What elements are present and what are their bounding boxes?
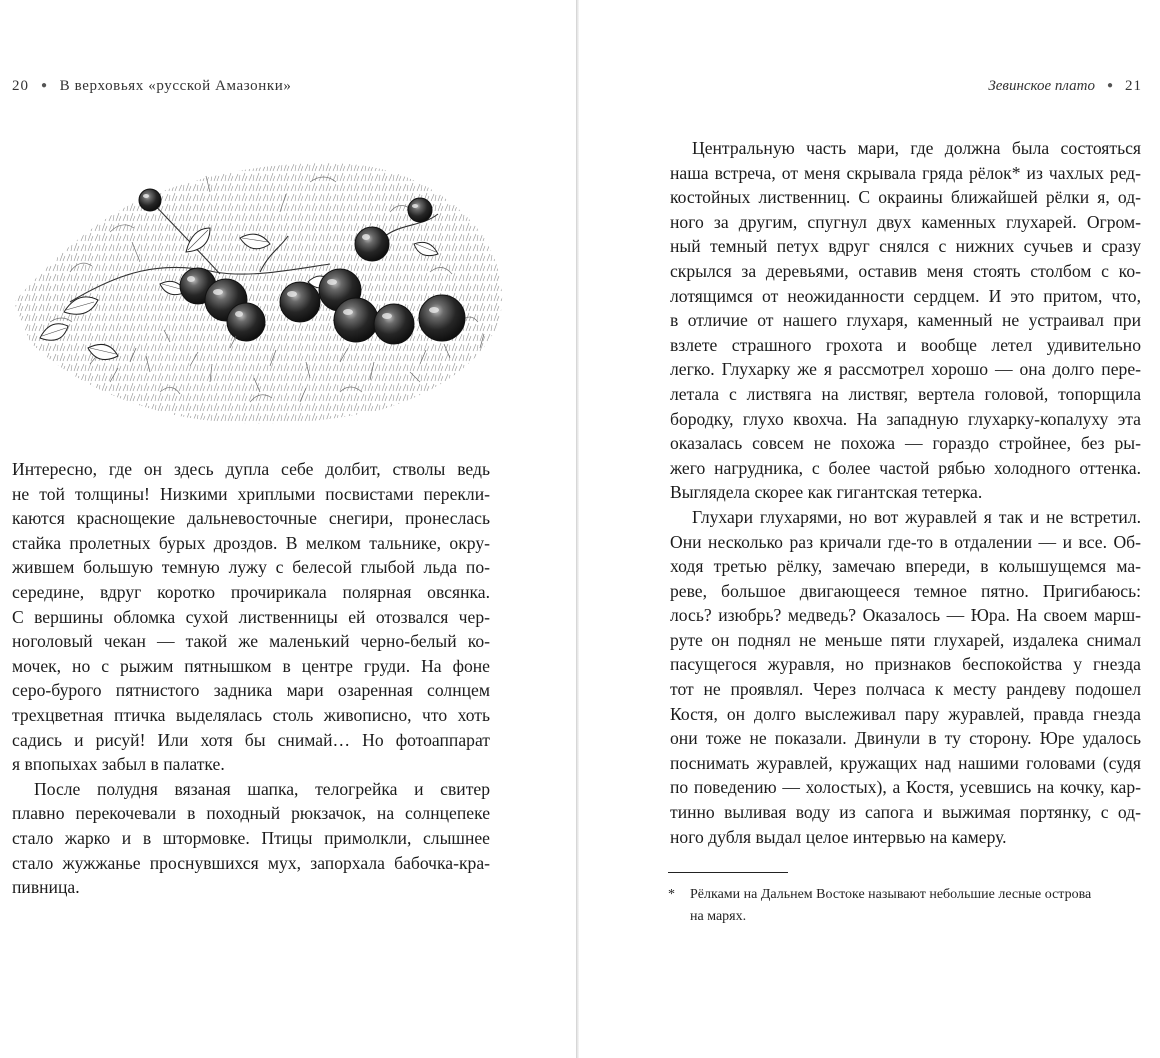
right-body-text	[670, 136, 1141, 849]
right-running-title: Зевинское плато	[988, 78, 1095, 94]
text-line: пасущегося журавля, но признаков беспокойства у гнезда	[670, 654, 1141, 675]
text-line: я впопыхах забыл в палатке.	[12, 754, 225, 775]
left-paragraph-2	[12, 777, 490, 900]
text-line: лось? изюбрь? медведь? Оказалось — Юра. На своем марш-	[670, 605, 1141, 626]
text-line: они тоже не показали. Двинули в ту сторону. Юре удалось	[670, 728, 1141, 749]
text-line: по поведению — холостых), а Костя, усевшись на кочку, кар-	[670, 777, 1141, 798]
text-line: реве, большое двигающееся темное пятно. Пригибаюсь:	[670, 580, 1141, 601]
text-line: серо-бурого пятнистого задника мари озаренная солнцем	[12, 680, 490, 701]
text-line: После полудня вязаная шапка, телогрейка и свитер	[34, 778, 490, 799]
text-line: взлете страшного грохота и вообще летел удивительно	[670, 334, 1141, 355]
footnote-line: на марях.	[690, 909, 747, 924]
text-line: тинно выливая воду из сапога и выжимая портянку, с од-	[670, 802, 1141, 823]
text-line: пивница.	[12, 877, 80, 898]
text-line: ходя третью рёлку, замечаю впереди, в колышущемся ма-	[670, 556, 1141, 577]
bullet-separator-icon: ●	[1106, 80, 1113, 91]
text-line: летала с листвяга на листвяг, вертела головой, топорщила	[670, 383, 1141, 404]
text-line: Центральную часть мари, где должна была состояться	[692, 138, 1141, 158]
footnote-line: Рёлками на Дальнем Востоке называют небольшие лесные острова	[690, 887, 1092, 902]
text-line: бородку, глухо квохча. На западную глухарку-копалуху эта	[670, 408, 1141, 429]
text-line: в отличие от нашего глухаря, каменный не устраивал при	[670, 310, 1141, 331]
text-line: стайка пролетных бурых дроздов. В мелком тальнике, окру-	[12, 532, 490, 553]
right-page-number: 21	[1125, 78, 1142, 94]
text-line: ный темный петух вдруг снялся с нижних сучьев и сразу	[670, 236, 1141, 257]
text-line: ного за другим, спугнул двух каменных глухарей. Огром-	[670, 211, 1141, 232]
text-line: Они несколько раз кричали где-то в отдалении — и все. Об-	[670, 531, 1141, 552]
text-line: не той толщины! Низкими хриплыми посвистами перекли-	[12, 483, 490, 504]
left-paragraph-1	[12, 457, 490, 777]
text-line: тот не проявлял. Через полчаса к месту рандеву подошел	[670, 679, 1141, 700]
footnote	[668, 884, 1142, 928]
footnote-rule	[668, 872, 788, 873]
text-line: стало жарко и в штормовке. Птицы примолкли, слышнее	[12, 827, 490, 848]
text-line: жившем большую темную лужу с белесой глыбой льда по-	[12, 557, 490, 578]
right-running-head	[988, 78, 1142, 98]
text-line: скрылся за деревьями, оставив меня стоять столбом с ко-	[670, 260, 1141, 281]
text-line: наша встреча, от меня скрывала гряда рёлок* из чахлых ред-	[670, 162, 1141, 183]
text-line: Выглядела скорее как гигантская тетерка.	[670, 482, 983, 503]
text-line: Глухари глухарями, но вот журавлей я так и не встретил.	[692, 506, 1141, 527]
text-line: С вершины обломка сухой лиственницы ей отозвался чер-	[12, 606, 490, 627]
footnote-text	[690, 884, 1142, 928]
left-body-text	[12, 457, 490, 900]
text-line: ноголовый чекан — такой же маленький черно-белый ко-	[12, 631, 490, 652]
text-line: лотящимся от неожиданности сердцем. И это притом, что,	[670, 285, 1141, 306]
text-line: костойных лиственниц. С окраины ближайшей рёлки я, од-	[670, 187, 1141, 208]
text-line: трехцветная птичка выделялась столь живописно, что хоть	[12, 704, 490, 725]
text-line: мочек, но с рыжим пятнышком в центре груди. На фоне	[12, 655, 490, 676]
text-line: ного дубля выдал целое интервью на камеру.	[670, 826, 1007, 847]
right-page	[579, 0, 1160, 1058]
text-line: Интересно, где он здесь дупла себе долбит, стволы ведь	[12, 459, 490, 479]
footnote-mark: *	[668, 887, 675, 902]
text-line: оказалась совсем не похожа — гораздо стройнее, без ры-	[670, 433, 1141, 454]
left-page-number: 20	[12, 78, 29, 94]
text-line: руте он поднял не меньше пяти глухарей, издалека снимал	[670, 629, 1141, 650]
text-line: Костя, он долго выслеживал пару журавлей, правда гнезда	[670, 703, 1141, 724]
text-line: легко. Глухарку же я рассмотрел хорошо — она долго пере-	[670, 359, 1141, 380]
right-paragraph-1	[670, 136, 1141, 505]
text-line: плавно перекочевали в походный рюкзачок, на солнцепеке	[12, 803, 490, 824]
berries-illustration	[10, 152, 510, 430]
bullet-separator-icon: ●	[41, 80, 48, 91]
text-line: садись и рисуй! Или хотя бы снимай… Но фотоаппарат	[12, 729, 490, 750]
text-line: жего нагрудника, с более частой рябью холодного оттенка.	[670, 457, 1141, 478]
left-running-title: В верховьях «русской Амазонки»	[59, 78, 292, 94]
text-line: середине, вдруг коротко прочирикала полярная овсянка.	[12, 581, 490, 602]
left-running-head	[12, 78, 292, 98]
text-line: стало жужжанье проснувшихся мух, запорхала бабочка-кра-	[12, 852, 490, 873]
left-page	[0, 0, 576, 1058]
text-line: поснимать журавлей, кружащих над нашими головами (судя	[670, 752, 1141, 773]
right-paragraph-2	[670, 505, 1141, 849]
text-line: каются краснощекие дальневосточные снегири, пронеслась	[12, 508, 490, 529]
